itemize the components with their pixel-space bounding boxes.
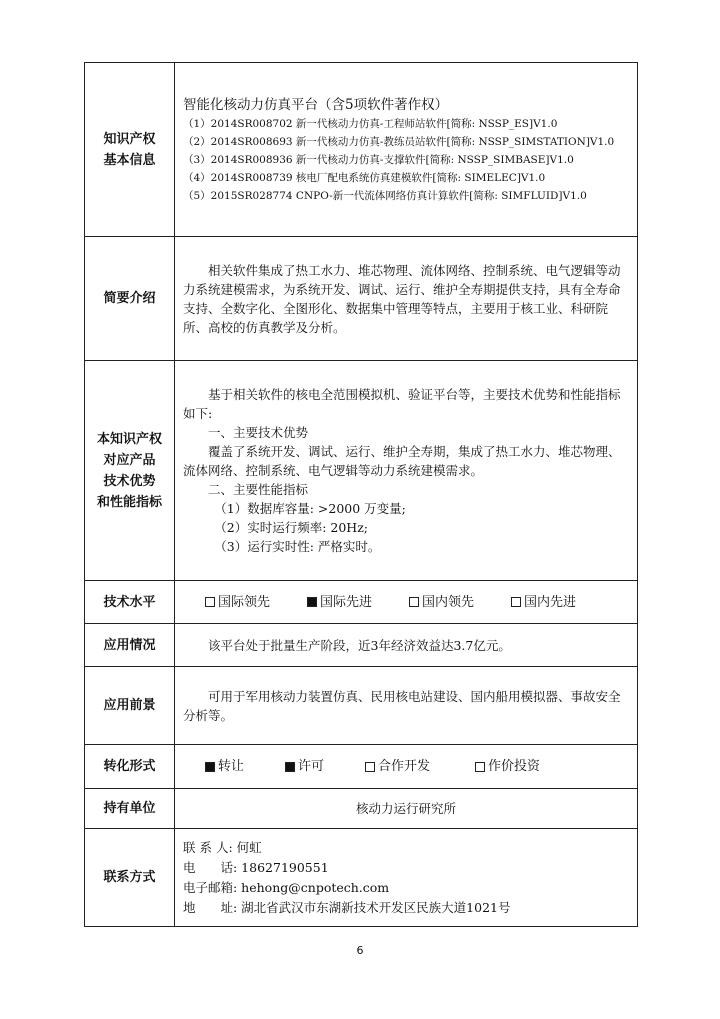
checkbox-icon <box>511 597 521 607</box>
row-transfer <box>85 745 638 789</box>
label-advantages: 本知识产权 对应产品 技术优势 和性能指标 <box>85 361 175 581</box>
owner-text: 核动力运行研究所 <box>175 789 638 829</box>
label-transfer: 转化形式 <box>85 745 175 789</box>
checkbox-icon <box>307 597 317 607</box>
option-intl-advanced[interactable] <box>307 593 409 612</box>
transfer-options <box>175 745 638 789</box>
metric-3: （3）运行实时性: 严格实时。 <box>214 539 381 554</box>
row-ip-info <box>85 63 638 237</box>
metric-1: （1）数据库容量: >2000 万变量; <box>214 501 406 516</box>
option-label: 国内先进 <box>524 594 577 610</box>
ip-item-1: （1）2014SR008702 新一代核动力仿真-工程师站软件[简称: NSSP_ES]V1.0 <box>183 117 558 130</box>
option-cooperative-development[interactable] <box>365 757 475 776</box>
option-label: 许可 <box>298 759 325 774</box>
row-summary <box>85 237 638 361</box>
summary-text: 相关软件集成了热工水力、堆芯物理、流体网络、控制系统、电气逻辑等动力系统建模需求，为系统开发、调试、运行、维护全寿期提供支持，具有全寿命支持、全数字化、全图形化、数据集中管理等特点，主要用于核工业、科研院所、高校的仿真教学及分析。 <box>183 262 621 335</box>
checkbox-icon <box>409 597 419 607</box>
row-contact <box>85 829 638 927</box>
option-label: 国内领先 <box>422 594 475 610</box>
contact-email: 电子邮箱: hehong@cnpotech.com <box>183 879 390 895</box>
advantages-heading-1: 一、主要技术优势 <box>208 425 309 440</box>
ip-info-content <box>175 63 638 237</box>
metric-2: （2）实时运行频率: 20Hz; <box>214 520 368 535</box>
row-tech-level <box>85 581 638 624</box>
row-advantages <box>85 361 638 581</box>
option-equity-investment[interactable] <box>475 757 540 776</box>
contact-address: 地 址: 湖北省武汉市东湖新技术开发区民族大道1021号 <box>183 899 511 915</box>
tech-level-options <box>175 581 638 624</box>
option-license[interactable] <box>285 757 365 776</box>
row-owner <box>85 789 638 829</box>
advantages-paragraph-1: 覆盖了系统开发、调试、运行、维护全寿期，集成了热工水力、堆芯物理、流体网络、控制系统、电气逻辑等动力系统建模需求。 <box>183 444 621 478</box>
contact-person: 联 系 人: 何虹 <box>183 839 262 855</box>
prospect-text: 可用于军用核动力装置仿真、民用核电站建设、国内船用模拟器、事故安全分析等。 <box>183 688 621 723</box>
application-text: 该平台处于批量生产阶段，近3年经济效益达3.7亿元。 <box>208 637 511 653</box>
advantages-heading-2: 二、主要性能指标 <box>208 482 309 497</box>
ip-item-3: （3）2014SR008936 新一代核动力仿真-支撑软件[简称: NSSP_SIMBASE]V1.0 <box>183 153 574 166</box>
row-prospect <box>85 667 638 745</box>
page-number: 6 <box>356 944 364 957</box>
option-transfer[interactable] <box>205 757 285 776</box>
advantages-content <box>175 361 638 581</box>
label-summary: 简要介绍 <box>85 237 175 361</box>
ip-item-5: （5）2015SR028774 CNPO-新一代流体网络仿真计算软件[简称: SIMFLUID]V1.0 <box>183 189 587 202</box>
prospect-content <box>175 667 638 745</box>
ip-title: 智能化核动力仿真平台（含5项软件著作权） <box>183 96 449 113</box>
checkbox-icon <box>205 762 215 772</box>
checkbox-icon <box>475 762 485 772</box>
advantages-intro: 基于相关软件的核电全范围模拟机、验证平台等，主要技术优势和性能指标如下: <box>183 387 621 421</box>
label-application: 应用情况 <box>85 624 175 667</box>
option-label: 转让 <box>218 759 245 774</box>
summary-content <box>175 237 638 361</box>
label-contact: 联系方式 <box>85 829 175 927</box>
contact-phone: 电 话: 18627190551 <box>183 859 329 875</box>
checkbox-icon <box>205 597 215 607</box>
checkbox-icon <box>285 762 295 772</box>
option-label: 国际领先 <box>218 594 271 610</box>
ip-item-2: （2）2014SR008693 新一代核动力仿真-教练员站软件[简称: NSSP_SIMSTATION]V1.0 <box>183 135 615 148</box>
application-content <box>175 624 638 667</box>
checkbox-icon <box>365 762 375 772</box>
option-domestic-advanced[interactable] <box>511 593 576 612</box>
ip-item-4: （4）2014SR008739 核电厂配电系统仿真建模软件[简称: SIMELEC]V1.0 <box>183 171 546 184</box>
label-ip-info: 知识产权 基本信息 <box>85 63 175 237</box>
row-application <box>85 624 638 667</box>
option-intl-leading[interactable] <box>205 593 307 612</box>
info-table <box>84 62 638 927</box>
label-owner: 持有单位 <box>85 789 175 829</box>
option-domestic-leading[interactable] <box>409 593 511 612</box>
option-label: 合作开发 <box>378 759 431 774</box>
option-label: 国际先进 <box>320 594 373 610</box>
label-tech-level: 技术水平 <box>85 581 175 624</box>
contact-content <box>175 829 638 927</box>
option-label: 作价投资 <box>488 759 541 774</box>
label-prospect: 应用前景 <box>85 667 175 745</box>
